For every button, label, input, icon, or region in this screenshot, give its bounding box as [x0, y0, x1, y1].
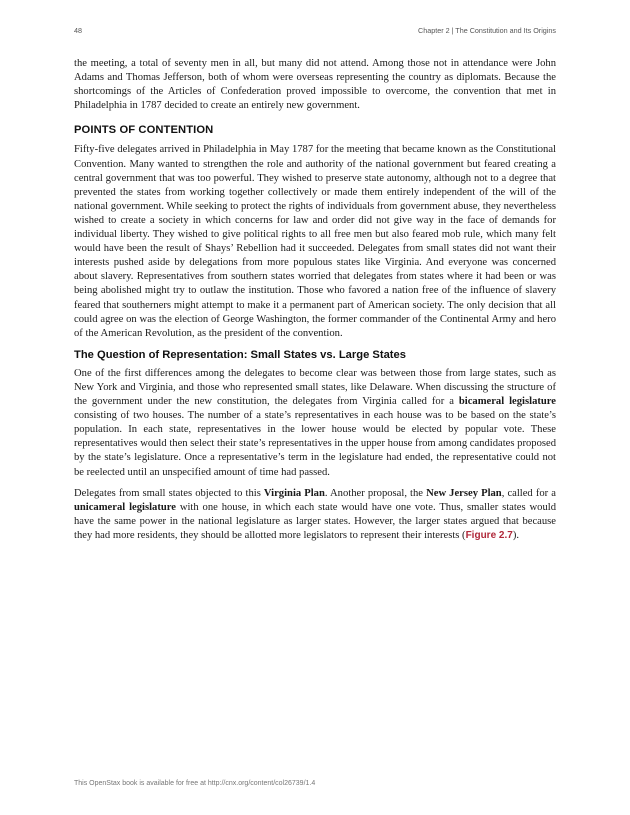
term-virginia-plan[interactable]: Virginia Plan — [263, 487, 325, 499]
figure-link[interactable]: Figure 2.7 — [465, 529, 513, 541]
page-content — [74, 57, 556, 550]
text-run: . Another proposal, the — [324, 487, 427, 499]
text-run: ). — [512, 529, 520, 541]
representation-paragraph-2 — [74, 487, 556, 543]
subsection-heading-representation: The Question of Representation: Small States vs. Large States — [74, 348, 406, 361]
section-heading-points-of-contention: POINTS OF CONTENTION — [74, 124, 214, 137]
representation-paragraph-1 — [74, 367, 556, 480]
text-run: with one house, in which each state would have one vote. Thus, smaller states would have the same power in the national legislature as larger states. However, the larger states argued that because they had more residents, they should be allotted more legislators to represent their interests ( — [74, 501, 556, 541]
chapter-title: Chapter 2 | The Constitution and Its Origins — [418, 26, 556, 35]
text-run: consisting of two houses. The number of a state’s representatives in each house was to be based on the state’s population. In each state, representatives in the lower house would be elected by popular vote. These representatives would then select their state’s representatives in the upper house from among candidates proposed by the state’s legislature. Once a representative’s term in the legislature had ended, the representative could not be reelected until an unspecified amount of time had passed. — [74, 410, 556, 478]
text-run: Delegates from small states objected to this — [74, 487, 264, 499]
page-footer: This OpenStax book is available for free at http://cnx.org/content/col26739/1.4 — [74, 780, 316, 787]
term-unicameral-legislature[interactable]: unicameral legislature — [74, 501, 176, 513]
page-header — [74, 26, 556, 38]
term-bicameral-legislature[interactable]: bicameral legislature — [458, 396, 556, 408]
text-run: One of the first differences among the delegates to become clear was between those from large states, such as New York and Virginia, and those who represented small states, like Delaware. When discussing the structure of the government under the new constitution, the delegates from Virginia called for a — [74, 367, 556, 408]
contention-paragraph: Fifty-five delegates arrived in Philadelphia in May 1787 for the meeting that became known as the Constitutional Convention. Many wanted to strengthen the role and authority of the national government but feared creating a central government that was too powerful. They wished to preserve state autonomy, although not to a degree that prevented the states from working together collectively or made them entirely independent of the will of the national government. While seeking to protect the rights of individuals from government abuse, they nevertheless wished to create a society in which concerns for law and order did not give way in the face of demands for individual liberty. They wished to give political rights to all free men but also feared mob rule, which many felt would have been the result of Shays’ Rebellion had it succeeded. Delegates from small states did not want their interests pushed aside by delegations from more populous states like Virginia. And everyone was concerned about slavery. Representatives from southern states worried that delegates from states where it had been or was being abolished might try to outlaw the institution. Those who favored a nation free of the influence of slavery feared that southerners might attempt to make it a permanent part of American society. The only decision that all could agree on was the election of George Washington, the former commander of the Continental Army and hero of the American Revolution, as the president of the convention. — [74, 144, 556, 339]
page-number: 48 — [74, 26, 82, 35]
term-new-jersey-plan[interactable]: New Jersey Plan — [426, 487, 502, 499]
intro-paragraph: the meeting, a total of seventy men in all, but many did not attend. Among those not in attendance were John Adams and Thomas Jefferson, both of whom were overseas representing the country as diplomats. Because the shortcomings of the Articles of Confederation proved impossible to overcome, the convention that met in Philadelphia in 1787 decided to create an entirely new government. — [74, 58, 556, 112]
text-run: , called for a — [501, 487, 556, 499]
